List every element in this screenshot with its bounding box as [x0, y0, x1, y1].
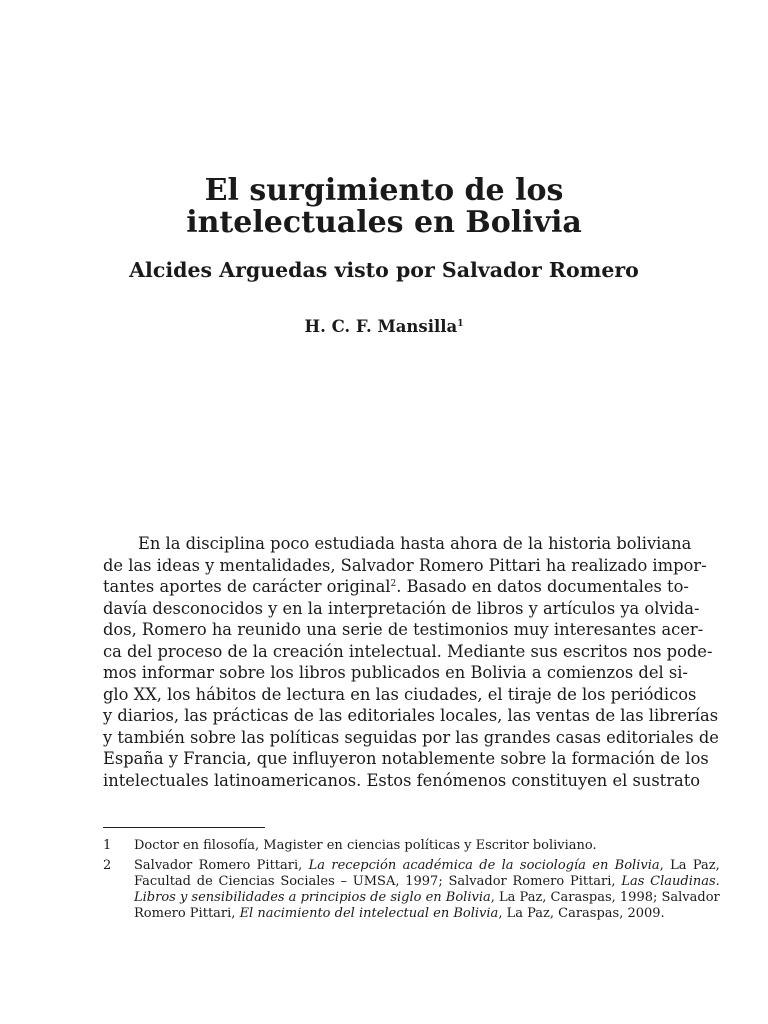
body-paragraph: [103, 533, 719, 791]
footnote-line: [134, 874, 720, 890]
footnote-text: Doctor en filosofía, Magister en ciencias políticas y Escritor boliviano.: [134, 838, 597, 853]
body-line: davía desconocidos y en la interpretación de libros y artículos ya olvida-: [103, 598, 700, 618]
title-line-2: intelectuales en Bolivia: [186, 205, 582, 240]
footnote-title-italic: Las Claudinas.: [621, 874, 720, 889]
body-line: dos, Romero ha reunido una serie de testimonios muy interesantes acer-: [103, 620, 704, 639]
body-text: tantes aportes de carácter original: [103, 577, 391, 596]
footnote: [103, 838, 656, 854]
body-line: de las ideas y mentalidades, Salvador Romero Pittari ha realizado impor-: [103, 555, 707, 575]
body-footnote-ref: 2: [390, 579, 397, 589]
footnote-line: [134, 858, 720, 874]
footnote-number: 1: [103, 838, 112, 853]
author-name: H. C. F. Mansilla: [304, 317, 458, 336]
footnote-line: [134, 890, 720, 906]
footnotes: [103, 838, 720, 926]
footnote-title-italic: Libros y sensibilidades a principios de siglo en Bolivia: [134, 890, 491, 905]
footnote-segment: Romero Pittari,: [134, 906, 240, 921]
body-line: En la disciplina poco estudiada hasta ahora de la historia boliviana: [138, 534, 692, 553]
body-text: . Basado en datos documentales to-: [396, 577, 689, 596]
footnote-line: [134, 906, 720, 922]
footnote-title-italic: La recepción académica de la sociología en Bolivia: [308, 858, 660, 873]
article-title: [0, 175, 768, 239]
body-line: mos informar sobre los libros publicados en Bolivia a comienzos del si-: [103, 663, 688, 682]
footnote-divider: [103, 827, 265, 828]
footnote-segment: , La Paz, Caraspas, 2009.: [498, 906, 665, 921]
body-line: y también sobre las políticas seguidas por las grandes casas editoriales de: [103, 727, 719, 747]
body-line: glo XX, los hábitos de lectura en las ciudades, el tiraje de los periódicos: [103, 684, 697, 704]
author-line: [0, 314, 768, 337]
footnote-number: 2: [103, 858, 112, 873]
footnote-segment: , La Paz,: [659, 858, 720, 873]
body-line: y diarios, las prácticas de las editoriales locales, las ventas de las librerías: [103, 706, 719, 725]
footnote-segment: , La Paz, Caraspas, 1998; Salvador: [490, 890, 720, 905]
footnote-segment: Facultad de Ciencias Sociales – UMSA, 1997; Salvador Romero Pittari,: [134, 874, 622, 889]
body-line: [103, 576, 689, 598]
body-line: España y Francia, que influyeron notablemente sobre la formación de los: [103, 749, 709, 768]
footnote-segment: Salvador Romero Pittari,: [134, 858, 309, 873]
footnote-title-italic: El nacimiento del intelectual en Bolivia: [239, 906, 499, 921]
title-line-1: El surgimiento de los: [204, 173, 564, 208]
footnote: [103, 858, 720, 922]
author-footnote-ref: 1: [457, 319, 464, 329]
footnote-text: [134, 858, 720, 922]
body-line: intelectuales latinoamericanos. Estos fenómenos constituyen el sustrato: [103, 770, 701, 790]
article-subtitle: Alcides Arguedas visto por Salvador Romero: [129, 258, 639, 282]
body-line: ca del proceso de la creación intelectual. Mediante sus escritos nos pode-: [103, 641, 713, 661]
